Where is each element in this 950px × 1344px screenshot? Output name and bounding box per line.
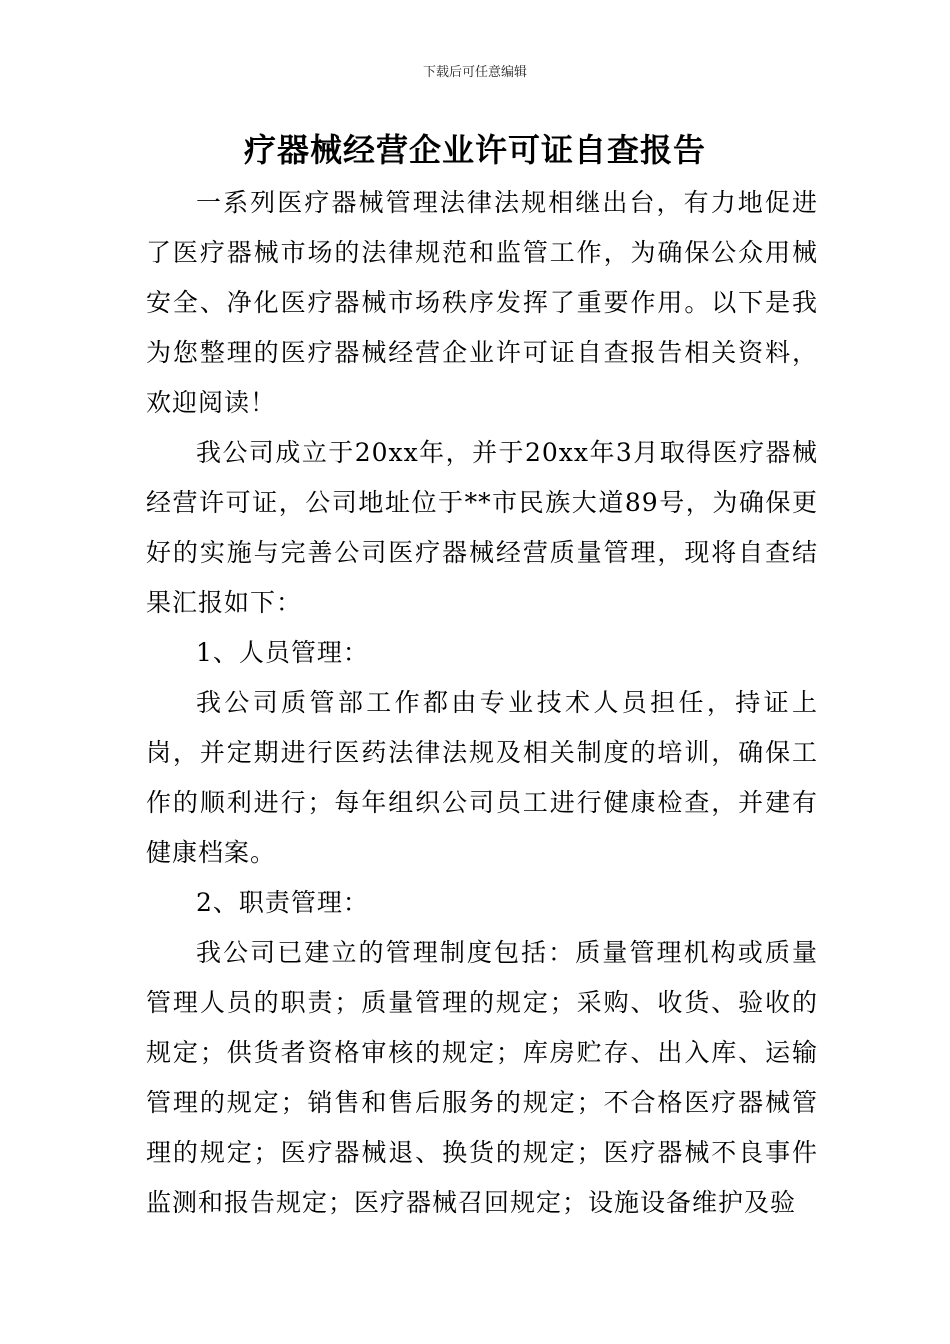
document-body <box>146 178 818 1228</box>
section-1-heading: 1、人员管理： <box>196 638 369 667</box>
section-1-paragraph: 我公司质管部工作都由专业技术人员担任，持证上岗，并定期进行医药法律法规及相关制度的培训，确保工作的顺利进行；每年组织公司员工进行健康检查，并建有健康档案。 <box>146 688 818 867</box>
company-paragraph: 我公司成立于20xx年，并于20xx年3月取得医疗器械经营许可证，公司地址位于**市民族大道89号，为确保更好的实施与完善公司医疗器械经营质量管理，现将自查结果汇报如下： <box>146 438 818 617</box>
document-title: 疗器械经营企业许可证自查报告 <box>243 131 706 169</box>
header-note: 下载后可任意编辑 <box>422 65 527 80</box>
section-2-paragraph: 我公司已建立的管理制度包括：质量管理机构或质量管理人员的职责；质量管理的规定；采购、收货、验收的规定；供货者资格审核的规定；库房贮存、出入库、运输管理的规定；销售和售后服务的规定；不合格医疗器械管理的规定；医疗器械退、换货的规定；医疗器械不良事件监测和报告规定；医疗器械召回规定；设施设备维护及验 <box>146 938 818 1217</box>
section-2-heading: 2、职责管理： <box>196 888 369 917</box>
intro-paragraph: 一系列医疗器械管理法律法规相继出台，有力地促进了医疗器械市场的法律规范和监管工作，为确保公众用械安全、净化医疗器械市场秩序发挥了重要作用。以下是我为您整理的医疗器械经营企业许可证自查报告相关资料，欢迎阅读！ <box>146 188 818 417</box>
